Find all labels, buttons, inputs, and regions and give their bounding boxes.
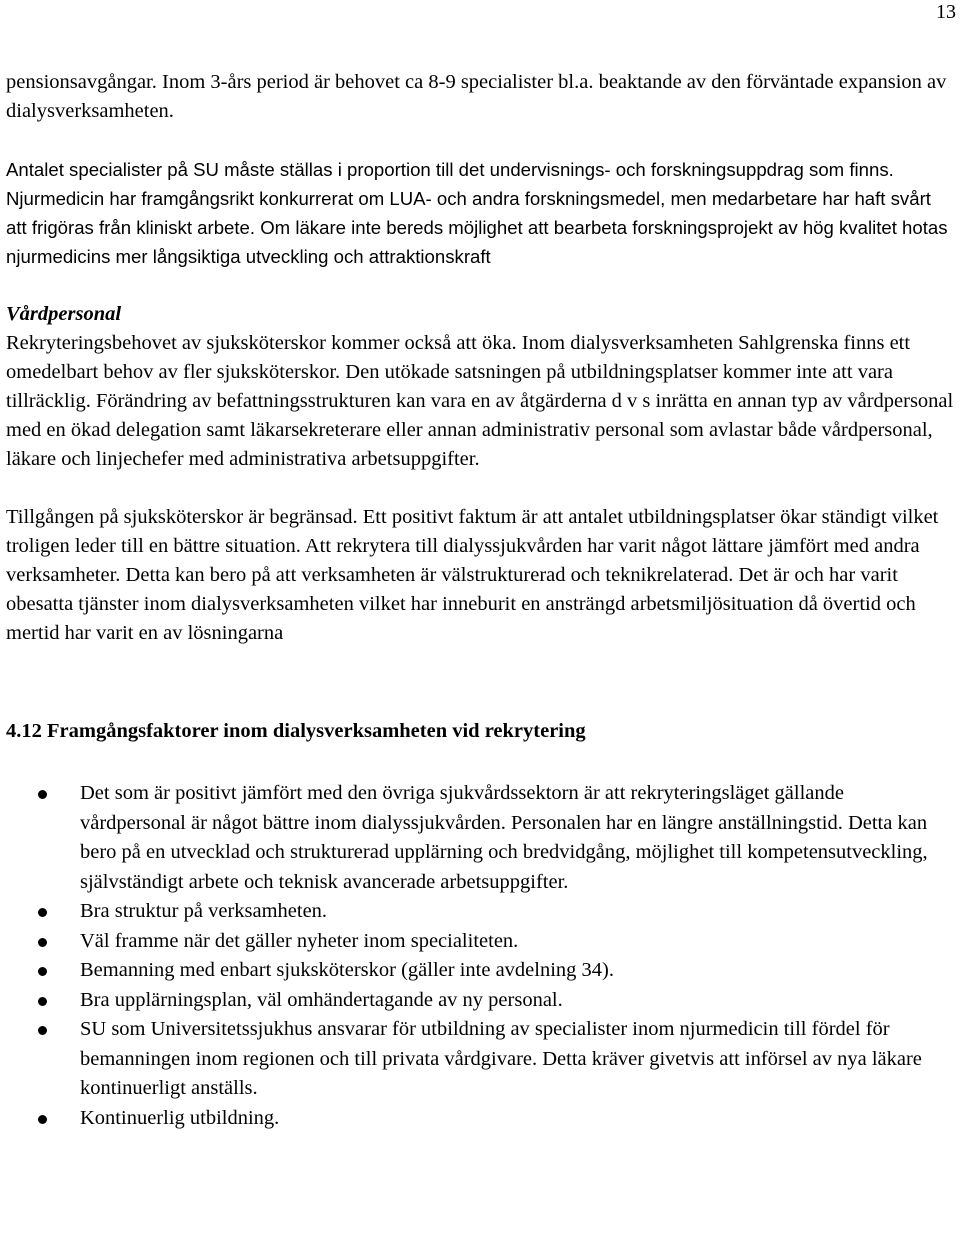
sub-heading-vardpersonal: Vårdpersonal <box>6 303 122 325</box>
list-item <box>6 897 954 927</box>
bullet-icon <box>38 1115 47 1124</box>
success-factor-list <box>6 779 954 1133</box>
list-item <box>6 956 954 986</box>
list-item <box>6 1104 954 1134</box>
section-heading: 4.12 Framgångsfaktorer inom dialysverksamheten vid rekrytering <box>6 720 586 742</box>
bullet-icon <box>38 938 47 947</box>
paragraph-nurse-availability: Tillgången på sjuksköterskor är begränsad. Ett positivt faktum är att antalet utbildningsplatser ökar ständigt vilket troligen leder till en bättre situation. Att rekrytera till dialyssjukvården har varit något lättare jämfört med andra verksamheter. Detta kan bero på att verksamheten är välstrukturerad och teknikrelaterad. Det är och har varit obesatta tjänster inom dialysverksamheten vilket har inneburit en ansträngd arbetsmiljösituation då övertid och mertid har varit en av lösningarna <box>6 506 939 644</box>
paragraph-recruitment-need: Rekryteringsbehovet av sjuksköterskor kommer också att öka. Inom dialysverksamheten Sahlgrenska finns ett omedelbart behov av fler sjuksköterskor. Den utökade satsningen på utbildningsplatser kommer inte att vara tillräcklig. Förändring av befattningsstrukturen kan vara en av åtgärderna d v s inrätta en annan typ av vårdpersonal med en ökad delegation samt läkarsekreterare eller annan administrativ personal som avlastar både vårdpersonal, läkare och linjechefer med administrativa arbetsuppgifter. <box>6 332 954 470</box>
list-item <box>6 1015 954 1104</box>
bullet-icon <box>38 997 47 1006</box>
bullet-icon <box>38 967 47 976</box>
bullet-icon <box>38 790 47 799</box>
paragraph-pension: pensionsavgångar. Inom 3-års period är behovet ca 8-9 specialister bl.a. beaktande av den förväntade expansion av dialysverksamheten. <box>6 71 947 122</box>
list-item-text: Väl framme när det gäller nyheter inom specialiteten. <box>80 929 519 952</box>
list-item-text: Bemanning med enbart sjuksköterskor (gäller inte avdelning 34). <box>80 959 615 981</box>
list-item-text: Bra upplärningsplan, väl omhändertagande av ny personal. <box>80 988 563 1011</box>
list-item-text: Kontinuerlig utbildning. <box>80 1106 280 1129</box>
paragraph-specialists: Antalet specialister på SU måste ställas i proportion till det undervisnings- och forskningsuppdrag som finns. Njurmedicin har framgångsrikt konkurrerat om LUA- och andra forskningsmedel, men medarbetare har haft svårt att frigöras från kliniskt arbete. Om läkare inte bereds möjlighet att bearbeta forskningsprojekt av hög kvalitet hotas njurmedicins mer långsiktiga utveckling och attraktionskraft <box>6 159 948 267</box>
list-item <box>6 927 954 957</box>
list-item-text: Det som är positivt jämfört med den övriga sjukvårdssektorn är att rekryteringsläget gällande vårdpersonal är något bättre inom dialyssjukvården. Personalen har en längre anställningstid. Detta kan bero på en utvecklad och strukturerad upplärning och bredvidgång, möjlighet till kompetensutveckling, självständigt arbete och teknisk avancerade arbetsuppgifter. <box>80 782 928 893</box>
list-item <box>6 986 954 1016</box>
list-item-text: SU som Universitetssjukhus ansvarar för utbildning av specialister inom njurmedicin till fördel för bemanningen inom regionen och till privata vårdgivare. Detta kräver givetvis att införsel av nya läkare kontinuerligt anställs. <box>80 1018 922 1099</box>
list-item-text: Bra struktur på verksamheten. <box>80 900 328 922</box>
list-item <box>6 779 954 897</box>
bullet-icon <box>38 1026 47 1035</box>
page-number: 13 <box>936 1 956 23</box>
document-body <box>6 68 954 1133</box>
bullet-icon <box>38 908 47 917</box>
